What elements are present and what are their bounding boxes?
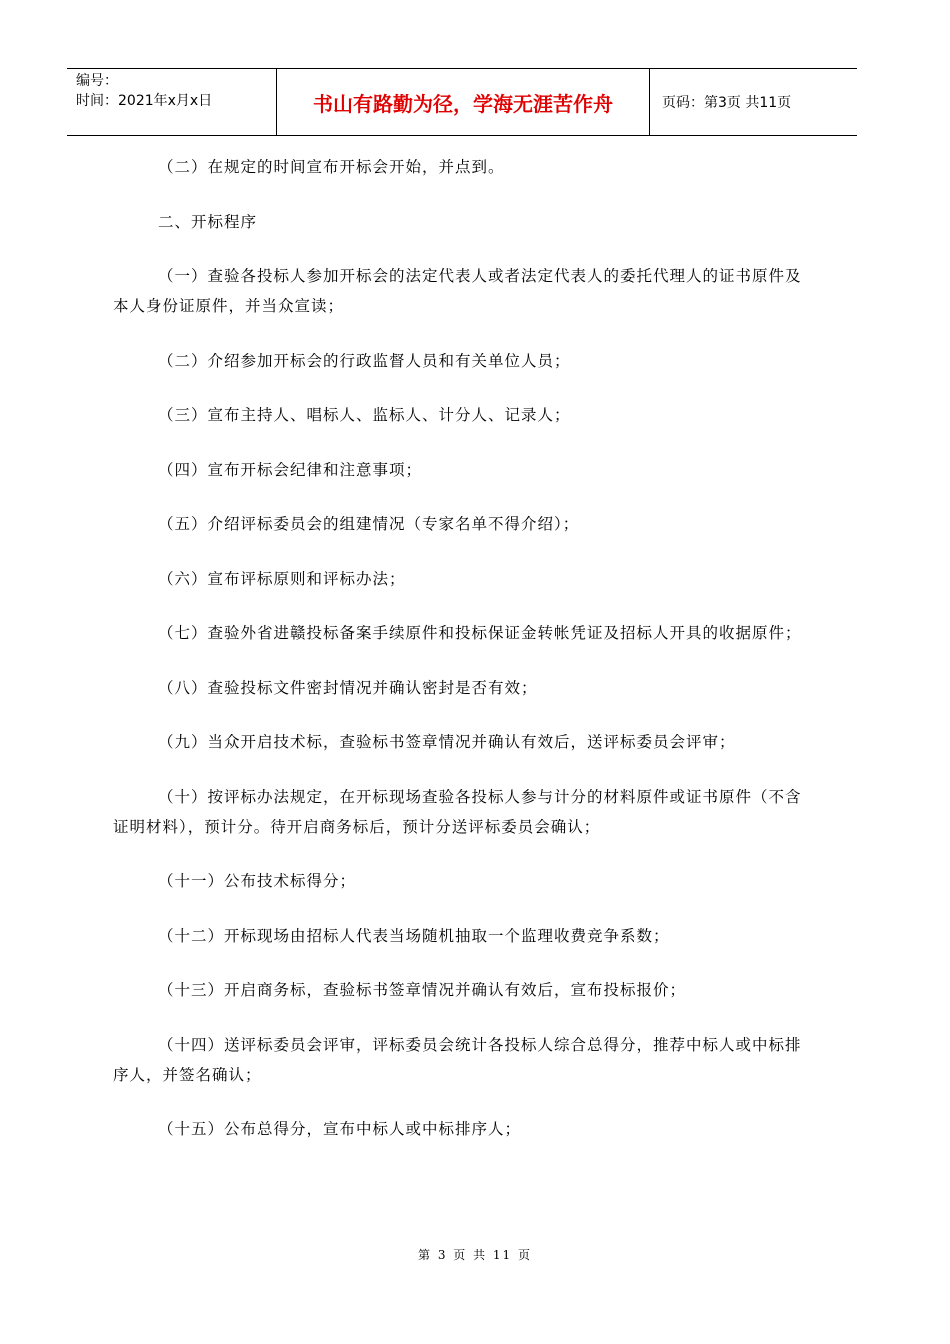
paragraph: （十一）公布技术标得分； — [157, 872, 356, 890]
paragraph: （七）查验外省进赣投标备案手续原件和投标保证金转帐凭证及招标人开具的收据原件； — [157, 624, 802, 642]
document-body — [113, 152, 813, 1169]
paragraph: （十四）送评标委员会评审，评标委员会统计各投标人综合总得分，推荐中标人或中标排序人，并签名确认； — [113, 1035, 802, 1084]
paragraph: （十）按评标办法规定，在开标现场查验各投标人参与计分的材料原件或证书原件（不含证明材料），预计分。待开启商务标后，预计分送评标委员会确认； — [113, 787, 802, 836]
paragraph: （一）查验各投标人参加开标会的法定代表人或者法定代表人的委托代理人的证书原件及本人身份证原件，并当众宣读； — [113, 267, 802, 315]
paragraph: （十三）开启商务标，查验标书签章情况并确认有效后，宣布投标报价； — [157, 981, 686, 999]
paragraph: （十五）公布总得分，宣布中标人或中标排序人； — [157, 1120, 521, 1138]
paragraph: （六）宣布评标原则和评标办法； — [157, 569, 406, 588]
header-motto: 书山有路勤为径，学海无涯苦作舟 — [277, 69, 650, 135]
page-footer: 第 3 页 共 11 页 — [418, 1248, 532, 1262]
document-time-label: 时间：2021年x月x日 — [76, 93, 213, 109]
page-header — [67, 68, 857, 136]
paragraph: （三）宣布主持人、唱标人、监标人、计分人、记录人； — [157, 406, 571, 424]
section-heading: 二、开标程序 — [157, 212, 257, 231]
paragraph: （十二）开标现场由招标人代表当场随机抽取一个监理收费竞争系数； — [157, 926, 670, 945]
header-page-info: 页码：第3页 共11页 — [662, 95, 792, 111]
paragraph: （五）介绍评标委员会的组建情况（专家名单不得介绍）； — [157, 515, 580, 533]
paragraph: （九）当众开启技术标，查验标书签章情况并确认有效后，送评标委员会评审； — [157, 733, 736, 751]
paragraph: （二）在规定的时间宣布开标会开始，并点到。 — [157, 158, 505, 176]
paragraph: （八）查验投标文件密封情况并确认密封是否有效； — [157, 678, 538, 697]
document-number-label: 编号： — [76, 73, 118, 89]
paragraph: （二）介绍参加开标会的行政监督人员和有关单位人员； — [157, 351, 571, 370]
paragraph: （四）宣布开标会纪律和注意事项； — [157, 460, 422, 479]
header-meta-cell — [67, 69, 277, 135]
